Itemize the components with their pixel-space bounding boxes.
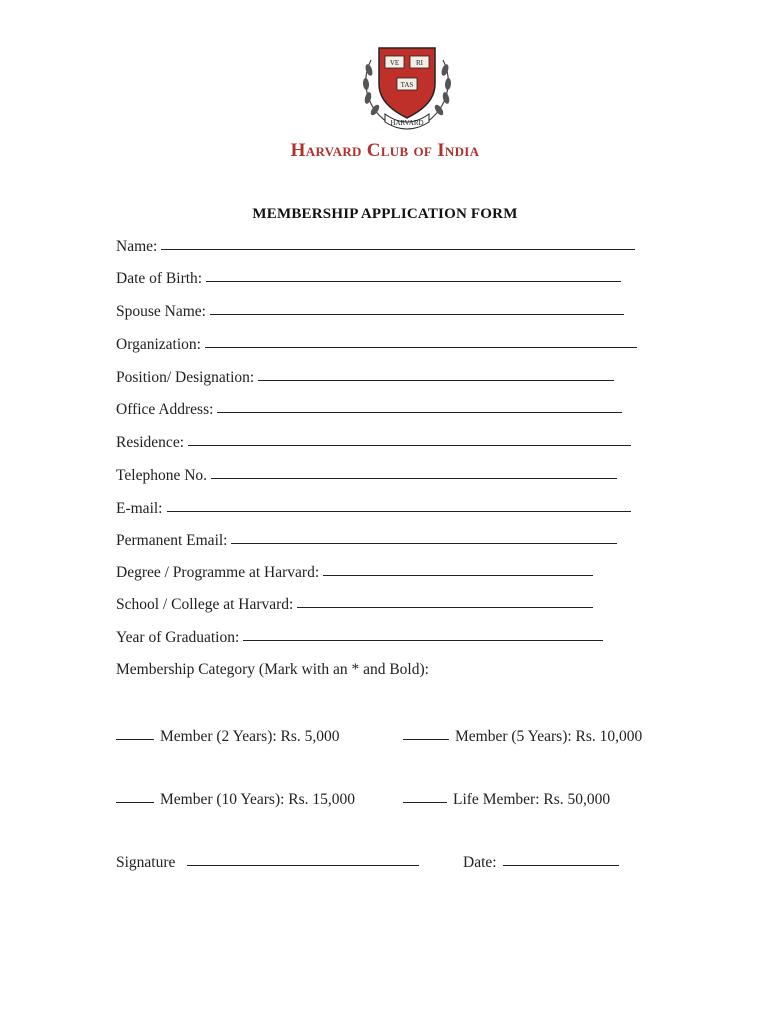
crest-text-ve: VE <box>389 59 400 67</box>
option-5yr-label: Member (5 Years): Rs. 10,000 <box>455 728 643 745</box>
field-dob <box>116 270 621 288</box>
option-member-5-years <box>403 728 642 746</box>
field-residence-label: Residence: <box>116 434 185 451</box>
field-degree <box>116 564 593 582</box>
graduation-input-line[interactable] <box>243 639 603 641</box>
form-title: MEMBERSHIP APPLICATION FORM <box>252 206 518 222</box>
field-organization-label: Organization: <box>116 336 201 353</box>
date-label: Date: <box>463 854 497 871</box>
option-5yr-mark-line[interactable] <box>403 739 449 740</box>
field-dob-label: Date of Birth: <box>116 270 203 287</box>
field-name <box>116 238 635 256</box>
organization-input-line[interactable] <box>205 346 637 348</box>
field-email-label: E-mail: <box>116 500 163 517</box>
field-permanent-email-label: Permanent Email: <box>116 532 228 549</box>
option-member-10-years <box>116 791 355 809</box>
harvard-crest-logo <box>357 40 457 132</box>
field-telephone <box>116 467 617 485</box>
crest-text-tas: TAS <box>400 81 414 89</box>
field-office-address-label: Office Address: <box>116 401 214 418</box>
option-2yr-mark-line[interactable] <box>116 739 154 740</box>
date-row <box>463 854 619 872</box>
crest-text-ri: RI <box>416 59 423 67</box>
email-input-line[interactable] <box>167 510 631 512</box>
field-email <box>116 500 631 518</box>
field-permanent-email <box>116 532 617 550</box>
club-name: Harvard Club of India <box>290 140 480 161</box>
field-spouse-label: Spouse Name: <box>116 303 206 320</box>
option-life-mark-line[interactable] <box>403 802 447 803</box>
field-graduation-label: Year of Graduation: <box>116 629 240 646</box>
option-10yr-mark-line[interactable] <box>116 802 154 803</box>
field-telephone-label: Telephone No. <box>116 467 208 484</box>
office-address-input-line[interactable] <box>217 411 622 413</box>
field-position-label: Position/ Designation: <box>116 369 255 386</box>
field-residence <box>116 434 631 452</box>
telephone-input-line[interactable] <box>211 477 617 479</box>
field-school <box>116 596 593 614</box>
option-life-label: Life Member: Rs. 50,000 <box>453 791 611 808</box>
degree-input-line[interactable] <box>323 574 593 576</box>
spouse-input-line[interactable] <box>210 313 624 315</box>
signature-input-line[interactable] <box>187 865 419 866</box>
field-spouse <box>116 303 624 321</box>
option-life-member <box>403 791 610 809</box>
option-10yr-label: Member (10 Years): Rs. 15,000 <box>160 791 356 808</box>
option-member-2-years <box>116 728 340 746</box>
option-2yr-label: Member (2 Years): Rs. 5,000 <box>160 728 340 745</box>
name-input-line[interactable] <box>161 248 635 250</box>
field-position <box>116 369 614 387</box>
field-graduation <box>116 629 603 647</box>
field-degree-label: Degree / Programme at Harvard: <box>116 564 320 581</box>
permanent-email-input-line[interactable] <box>231 542 617 544</box>
crest-ribbon-text: HARVARD <box>390 119 424 127</box>
signature-label: Signature <box>116 854 176 871</box>
field-name-label: Name: <box>116 238 158 255</box>
school-input-line[interactable] <box>297 606 593 608</box>
position-input-line[interactable] <box>258 379 614 381</box>
signature-row <box>116 854 419 872</box>
field-office-address <box>116 401 622 419</box>
field-school-label: School / College at Harvard: <box>116 596 294 613</box>
membership-category-label: Membership Category (Mark with an * and Bold): <box>116 661 429 678</box>
residence-input-line[interactable] <box>188 444 631 446</box>
dob-input-line[interactable] <box>206 280 621 282</box>
date-input-line[interactable] <box>503 865 619 866</box>
field-organization <box>116 336 637 354</box>
